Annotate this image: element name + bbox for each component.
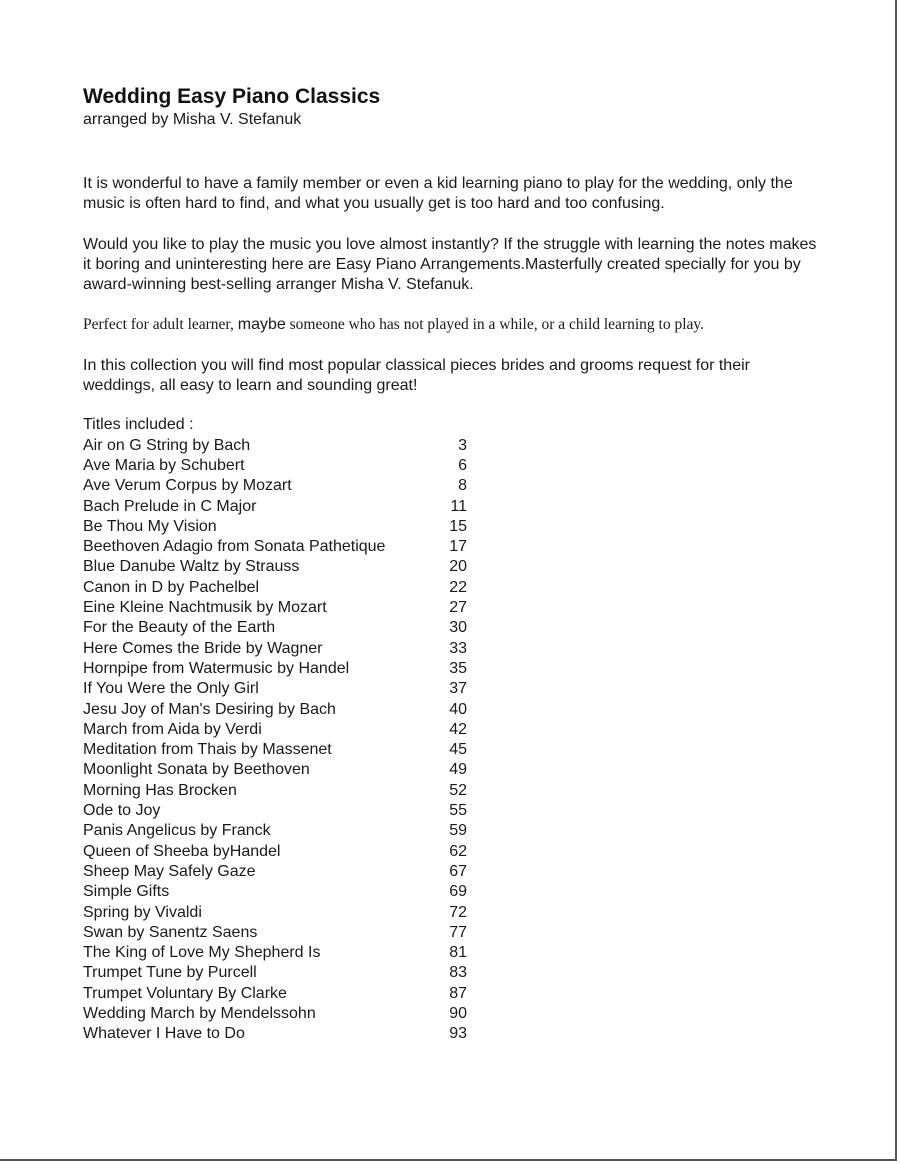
toc-entry-page: 20 xyxy=(449,558,467,576)
toc-entry-page: 3 xyxy=(458,436,467,454)
toc-entry xyxy=(83,882,823,902)
toc-entry xyxy=(83,801,823,821)
toc-entry-title: Whatever I Have to Do xyxy=(83,1025,245,1043)
toc-entry-title: Queen of Sheeba byHandel xyxy=(83,842,281,860)
toc-entry-page: 52 xyxy=(449,781,467,799)
toc-entry xyxy=(83,963,823,983)
toc-entry-title: Eine Kleine Nachtmusik by Mozart xyxy=(83,599,327,617)
toc-entry-page: 45 xyxy=(449,741,467,759)
toc-entry-title: Moonlight Sonata by Beethoven xyxy=(83,761,310,779)
table-of-contents xyxy=(83,436,823,1045)
toc-entry xyxy=(83,598,823,618)
toc-entry xyxy=(83,679,823,699)
toc-entry-title: Simple Gifts xyxy=(83,883,170,901)
toc-entry-page: 11 xyxy=(450,497,467,515)
toc-entry-page: 69 xyxy=(449,883,467,901)
toc-entry xyxy=(83,476,823,496)
toc-entry-page: 8 xyxy=(458,477,467,495)
toc-entry-title: Ave Maria by Schubert xyxy=(83,456,245,474)
toc-entry xyxy=(83,436,823,456)
toc-entry-page: 17 xyxy=(449,538,467,556)
toc-entry-title: Ode to Joy xyxy=(83,802,161,820)
toc-entry-page: 35 xyxy=(449,659,467,677)
toc-entry-page: 40 xyxy=(449,700,467,718)
toc-entry-page: 62 xyxy=(449,842,467,860)
pitch-paragraph: Would you like to play the music you love almost instantly? If the struggle with learning the notes makes it boring and uninteresting here are Easy Piano Arrangements.Masterfully created specially for you by award-winning best-selling arranger Misha V. Stefanuk. xyxy=(83,235,817,294)
toc-entry-page: 15 xyxy=(449,517,467,535)
audience-text-b: maybe xyxy=(237,316,286,334)
toc-entry-title: Panis Angelicus by Franck xyxy=(83,822,271,840)
toc-entry-title: Ave Verum Corpus by Mozart xyxy=(83,477,292,495)
toc-entry xyxy=(83,700,823,720)
toc-entry-title: Beethoven Adagio from Sonata Pathetique xyxy=(83,538,386,556)
collection-paragraph: In this collection you will find most popular classical pieces brides and grooms request for their weddings, all easy to learn and sounding great! xyxy=(83,356,750,395)
toc-entry xyxy=(83,618,823,638)
page-content xyxy=(83,84,823,1045)
audience-text-c: someone who has not played in a while, or a child learning to play. xyxy=(285,316,705,334)
toc-entry-title: Canon in D by Pachelbel xyxy=(83,578,260,596)
toc-entry xyxy=(83,720,823,740)
toc-entry-page: 27 xyxy=(449,599,467,617)
toc-entry xyxy=(83,557,823,577)
toc-entry-title: Morning Has Brocken xyxy=(83,781,237,799)
toc-entry xyxy=(83,943,823,963)
toc-entry xyxy=(83,639,823,659)
toc-entry-title: Wedding March by Mendelssohn xyxy=(83,1004,316,1022)
toc-entry-page: 6 xyxy=(458,456,467,474)
toc-entry-title: Bach Prelude in C Major xyxy=(83,497,257,515)
toc-entry-title: The King of Love My Shepherd Is xyxy=(83,944,321,962)
toc-entry-title: Here Comes the Bride by Wagner xyxy=(83,639,323,657)
toc-entry xyxy=(83,821,823,841)
toc-entry-page: 83 xyxy=(449,964,467,982)
toc-entry-title: Hornpipe from Watermusic by Handel xyxy=(83,659,350,677)
toc-entry xyxy=(83,740,823,760)
toc-entry-title: For the Beauty of the Earth xyxy=(83,619,276,637)
toc-entry-page: 67 xyxy=(449,862,467,880)
toc-entry-title: If You Were the Only Girl xyxy=(83,680,259,698)
toc-entry xyxy=(83,862,823,882)
toc-entry-title: Sheep May Safely Gaze xyxy=(83,862,256,880)
toc-entry xyxy=(83,456,823,476)
toc-entry xyxy=(83,903,823,923)
document-title: Wedding Easy Piano Classics xyxy=(83,85,381,108)
toc-entry-page: 22 xyxy=(449,578,467,596)
toc-entry-page: 49 xyxy=(449,761,467,779)
toc-entry xyxy=(83,760,823,780)
toc-entry-page: 30 xyxy=(449,619,467,637)
toc-entry-page: 55 xyxy=(449,802,467,820)
toc-entry xyxy=(83,1004,823,1024)
intro-paragraph: It is wonderful to have a family member or even a kid learning piano to play for the wedding, only the music is often hard to find, and what you usually get is too hard and too confusing. xyxy=(83,175,793,213)
toc-entry xyxy=(83,781,823,801)
arranger-line: arranged by Misha V. Stefanuk xyxy=(83,111,302,128)
toc-entry-page: 77 xyxy=(449,923,467,941)
toc-entry xyxy=(83,497,823,517)
toc-entry-page: 33 xyxy=(449,639,467,657)
toc-entry xyxy=(83,842,823,862)
toc-entry-title: March from Aida by Verdi xyxy=(83,720,262,738)
toc-entry-page: 42 xyxy=(449,720,467,738)
toc-entry-title: Blue Danube Waltz by Strauss xyxy=(83,558,300,576)
toc-entry xyxy=(83,923,823,943)
titles-heading: Titles included : xyxy=(83,416,194,434)
toc-entry-title: Jesu Joy of Man's Desiring by Bach xyxy=(83,700,336,718)
toc-entry-title: Meditation from Thais by Massenet xyxy=(83,741,332,759)
toc-entry-page: 90 xyxy=(449,1004,467,1022)
toc-entry-page: 81 xyxy=(449,944,467,962)
toc-entry xyxy=(83,578,823,598)
toc-entry-title: Trumpet Voluntary By Clarke xyxy=(83,984,287,1002)
toc-entry-title: Spring by Vivaldi xyxy=(83,903,202,921)
toc-entry-title: Trumpet Tune by Purcell xyxy=(83,964,257,982)
audience-paragraph xyxy=(83,315,823,335)
toc-entry-page: 72 xyxy=(449,903,467,921)
toc-entry-title: Air on G String by Bach xyxy=(83,436,251,454)
toc-entry-title: Be Thou My Vision xyxy=(83,517,217,535)
toc-entry xyxy=(83,537,823,557)
audience-text-a: Perfect for adult learner, xyxy=(83,316,238,334)
toc-entry xyxy=(83,517,823,537)
toc-entry xyxy=(83,659,823,679)
toc-entry-page: 93 xyxy=(449,1025,467,1043)
toc-entry-page: 59 xyxy=(449,822,467,840)
toc-entry xyxy=(83,984,823,1004)
toc-entry xyxy=(83,1024,823,1044)
toc-entry-page: 87 xyxy=(449,984,467,1002)
toc-entry-title: Swan by Sanentz Saens xyxy=(83,923,258,941)
toc-entry-page: 37 xyxy=(449,680,467,698)
